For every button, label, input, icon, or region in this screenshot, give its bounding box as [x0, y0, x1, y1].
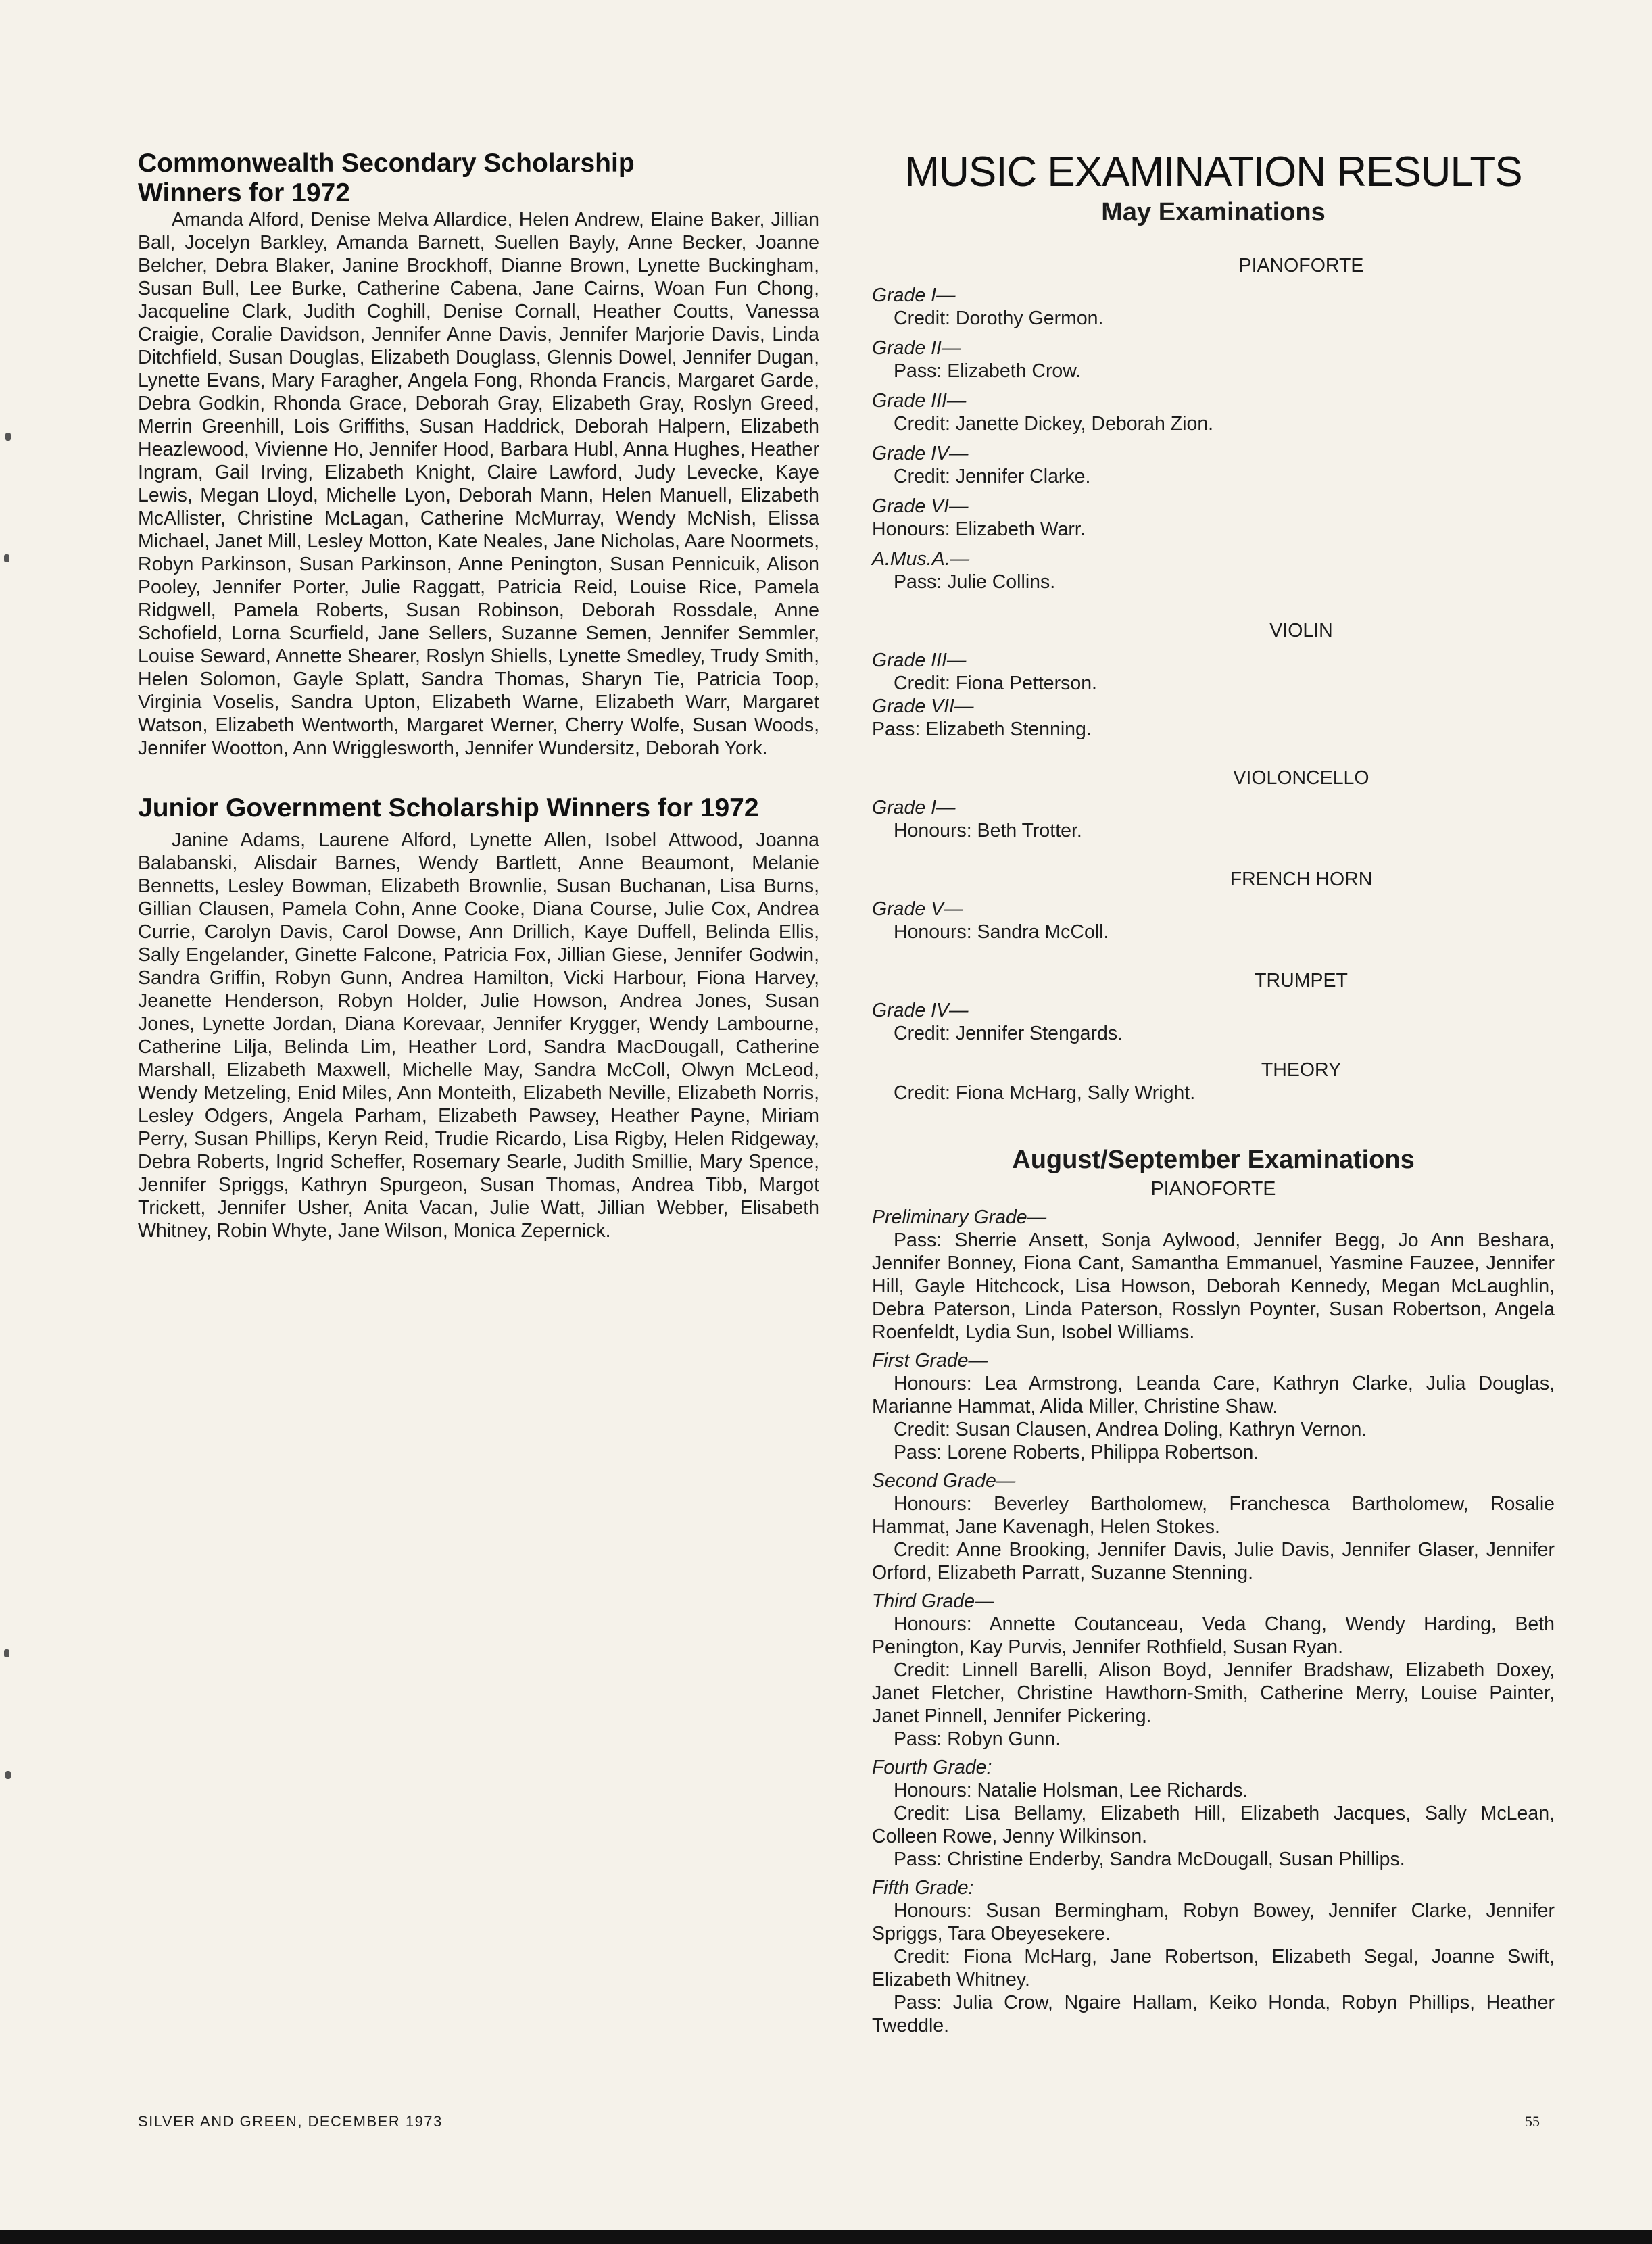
trumpet-grade: Grade IV— — [872, 1000, 969, 1021]
margin-mark — [4, 554, 9, 562]
commonwealth-title-line2: Winners for 1972 — [138, 178, 350, 208]
aug-grade-line: Honours: Lea Armstrong, Leanda Care, Kathryn Clarke, Julia Douglas, Marianne Hammat, Alida Miller, Christine Shaw. — [872, 1373, 1555, 1417]
trumpet-heading: TRUMPET — [1255, 970, 1348, 992]
aug-grade-line: Pass: Sherrie Ansett, Sonja Aylwood, Jennifer Begg, Jo Ann Beshara, Jennifer Bonney, Fiona Cant, Samantha Emmanuel, Yasmine Fauzee, Jennifer Hill, Gayle Hitchcock, Lisa Howson, Deborah Kennedy, Megan McLaughlin, Debra Paterson, Linda Paterson, Rosslyn Poynter, Susan Robertson, Angela Roenfeldt, Lydia Sun, Isobel Williams. — [872, 1229, 1555, 1343]
aug-grade-line: Credit: Fiona McHarg, Jane Robertson, Elizabeth Segal, Joanne Swift, Elizabeth Whitney. — [872, 1946, 1555, 1991]
aug-grade-heading: Second Grade— — [872, 1470, 1016, 1492]
left-column — [138, 149, 819, 1242]
aug-grade-line: Credit: Lisa Bellamy, Elizabeth Hill, Elizabeth Jacques, Sally McLean, Colleen Rowe, Jenny Wilkinson. — [872, 1803, 1555, 1847]
aug-grade-heading: Third Grade— — [872, 1590, 994, 1612]
violin-grade-3: Grade III— — [872, 650, 967, 671]
theory-result: Credit: Fiona McHarg, Sally Wright. — [894, 1082, 1196, 1104]
commonwealth-title-line1: Commonwealth Secondary Scholarship — [138, 149, 635, 178]
commonwealth-title — [138, 149, 819, 208]
theory-heading: THEORY — [1261, 1059, 1342, 1081]
aug-grade-line: Credit: Anne Brooking, Jennifer Davis, Julie Davis, Jennifer Glaser, Jennifer Orford, Elizabeth Parratt, Suzanne Stenning. — [872, 1539, 1555, 1584]
aug-grade-line: Pass: Lorene Roberts, Philippa Robertson. — [894, 1442, 1259, 1463]
may-piano-result: Credit: Dorothy Germon. — [894, 308, 1104, 329]
junior-title: Junior Government Scholarship Winners for 1972 — [138, 794, 759, 823]
may-piano-result: Pass: Elizabeth Crow. — [894, 360, 1082, 382]
footer-publication: SILVER AND GREEN, DECEMBER 1973 — [138, 2113, 443, 2130]
may-piano-result: Honours: Elizabeth Warr. — [872, 518, 1086, 540]
may-piano-grade: Grade VI— — [872, 495, 969, 517]
violin-grade-7: Grade VII— — [872, 696, 974, 717]
aug-grade-heading: First Grade— — [872, 1350, 988, 1371]
margin-mark — [4, 1649, 9, 1657]
page-number: 55 — [1525, 2113, 1540, 2130]
aug-grade-line: Pass: Julia Crow, Ngaire Hallam, Keiko Honda, Robyn Phillips, Heather Tweddle. — [872, 1992, 1555, 2036]
trumpet-result: Credit: Jennifer Stengards. — [894, 1023, 1123, 1044]
may-piano-grade: A.Mus.A.— — [872, 548, 970, 570]
aug-grade-heading: Preliminary Grade— — [872, 1206, 1047, 1228]
aug-grade-line: Honours: Annette Coutanceau, Veda Chang, Wendy Harding, Beth Penington, Kay Purvis, Jennifer Rothfield, Susan Ryan. — [872, 1613, 1555, 1658]
aug-grade-heading: Fifth Grade: — [872, 1877, 974, 1899]
aug-title: August/September Examinations — [1012, 1146, 1415, 1174]
aug-grade-line: Honours: Natalie Holsman, Lee Richards. — [894, 1780, 1248, 1801]
may-piano-grade: Grade II— — [872, 337, 961, 359]
violin-heading: VIOLIN — [1269, 620, 1333, 641]
junior-names: Janine Adams, Laurene Alford, Lynette Allen, Isobel Attwood, Joanna Balabanski, Alisdair Barnes, Wendy Bartlett, Anne Beaumont, Melanie Bennetts, Lesley Bowman, Elizabeth Brownlie, Susan Buchanan, Lisa Burns, Gillian Clausen, Pamela Cohn, Anne Cooke, Diana Course, Julie Cox, Andrea Currie, Carolyn Davis, Carol Dowse, Ann Drillich, Kaye Duffell, Belinda Ellis, Sally Engelander, Ginette Falcone, Patricia Fox, Jillian Giese, Jennifer Godwin, Sandra Griffin, Robyn Gunn, Andrea Hamilton, Vicki Harbour, Fiona Harvey, Jeanette Henderson, Robyn Holder, Julie Howson, Andrea Jones, Susan Jones, Lynette Jordan, Diana Korevaar, Jennifer Krygger, Wendy Lambourne, Catherine Lilja, Belinda Lim, Heather Lord, Sandra MacDougall, Catherine Marshall, Elizabeth Maxwell, Michelle May, Sandra McColl, Olwyn McLeod, Wendy Metzeling, Enid Miles, Ann Monteith, Elizabeth Neville, Elizabeth Norris, Lesley Odgers, Angela Parham, Elizabeth Pawsey, Heather Payne, Miriam Perry, Susan Phillips, Keryn Reid, Trudie Ricardo, Lisa Rigby, Helen Ridgeway, Debra Roberts, Ingrid Scheffer, Rosemary Searle, Judith Smillie, Mary Spence, Jennifer Spriggs, Kathryn Spurgeon, Susan Thomas, Andrea Tibb, Margot Trickett, Jennifer Usher, Anita Vacan, Julie Watt, Jillian Webber, Elisabeth Whitney, Robin Whyte, Jane Wilson, Monica Zepernick. — [138, 829, 819, 1242]
pianoforte-heading: PIANOFORTE — [1238, 255, 1364, 276]
aug-grade-line: Pass: Robyn Gunn. — [894, 1728, 1061, 1750]
may-piano-result: Credit: Jennifer Clarke. — [894, 466, 1091, 487]
aug-grade-line: Honours: Susan Bermingham, Robyn Bowey, Jennifer Clarke, Jennifer Spriggs, Tara Obeyesekere. — [872, 1900, 1555, 1945]
music-title: MUSIC EXAMINATION RESULTS — [904, 149, 1522, 195]
aug-grade-line: Credit: Linnell Barelli, Alison Boyd, Jennifer Bradshaw, Elizabeth Doxey, Janet Fletcher, Christine Hawthorn-Smith, Catherine Merry, Louise Painter, Janet Pinnell, Jennifer Pickering. — [872, 1659, 1555, 1727]
aug-grade-heading: Fourth Grade: — [872, 1757, 992, 1778]
may-piano-grade: Grade IV— — [872, 443, 969, 464]
cello-result: Honours: Beth Trotter. — [894, 820, 1082, 842]
aug-pianoforte-heading: PIANOFORTE — [1150, 1178, 1276, 1200]
may-title: May Examinations — [1101, 198, 1326, 226]
aug-grade-line: Pass: Christine Enderby, Sandra McDougall, Susan Phillips. — [894, 1849, 1405, 1870]
may-piano-grade: Grade I— — [872, 285, 956, 306]
right-column — [872, 149, 1555, 2037]
violin-grade-7-result: Pass: Elizabeth Stenning. — [872, 718, 1092, 740]
french-horn-heading: FRENCH HORN — [1230, 869, 1373, 890]
violoncello-heading: VIOLONCELLO — [1233, 767, 1369, 789]
aug-grades-list — [872, 1206, 1555, 2037]
may-piano-list — [872, 284, 1555, 593]
commonwealth-names: Amanda Alford, Denise Melva Allardice, Helen Andrew, Elaine Baker, Jillian Ball, Jocelyn Barkley, Amanda Barnett, Suellen Bayly, Anne Becker, Joanne Belcher, Debra Blaker, Janine Brockhoff, Dianne Brown, Lynette Buckingham, Susan Bull, Lee Burke, Catherine Cabena, Jane Cairns, Woan Fun Chong, Jacqueline Clark, Judith Coghill, Denise Cornall, Heather Coutts, Vanessa Craigie, Coralie Davidson, Jennifer Anne Davis, Jennifer Marjorie Davis, Linda Ditchfield, Susan Douglas, Elizabeth Douglass, Glennis Dowel, Jennifer Dugan, Lynette Evans, Mary Faragher, Angela Fong, Rhonda Francis, Margaret Garde, Debra Godkin, Rhonda Grace, Deborah Gray, Elizabeth Gray, Roslyn Greed, Merrin Greenhill, Lois Griffiths, Susan Haddrick, Deborah Halpern, Elizabeth Heazlewood, Vivienne Ho, Jennifer Hood, Barbara Hubl, Anna Hughes, Heather Ingram, Gail Irving, Elizabeth Knight, Claire Lawford, Judy Levecke, Kaye Lewis, Megan Lloyd, Michelle Lyon, Deborah Mann, Helen Manuell, Elizabeth McAllister, Christine McLagan, Catherine McMurray, Wendy McNish, Elissa Michael, Janet Mill, Lesley Motton, Kate Neales, Jane Nicholas, Aare Noormets, Robyn Parkinson, Susan Parkinson, Anne Penington, Susan Pennicuik, Alison Pooley, Jennifer Porter, Julie Raggatt, Patricia Reid, Louise Rice, Pamela Ridgwell, Pamela Roberts, Susan Robinson, Deborah Rossdale, Anne Schofield, Lorna Scurfield, Jane Sellers, Suzanne Semen, Jennifer Semmler, Louise Seward, Annette Shearer, Roslyn Shiells, Lynette Smedley, Trudy Smith, Helen Solomon, Gayle Splatt, Sandra Thomas, Sharyn Tie, Patricia Toop, Virginia Voselis, Sandra Upton, Elizabeth Warne, Elizabeth Warr, Margaret Watson, Elizabeth Wentworth, Margaret Werner, Cherry Wolfe, Susan Woods, Jennifer Wootton, Ann Wrigglesworth, Jennifer Wundersitz, Deborah York. — [138, 209, 819, 759]
horn-grade: Grade V— — [872, 898, 963, 920]
may-piano-result: Pass: Julie Collins. — [894, 571, 1056, 593]
margin-mark — [5, 1771, 11, 1779]
horn-result: Honours: Sandra McColl. — [894, 921, 1109, 943]
cello-grade: Grade I— — [872, 797, 956, 819]
violin-grade-3-result: Credit: Fiona Petterson. — [894, 673, 1097, 694]
bottom-edge — [0, 2230, 1652, 2244]
may-piano-grade: Grade III— — [872, 390, 967, 412]
aug-grade-line: Credit: Susan Clausen, Andrea Doling, Kathryn Vernon. — [894, 1419, 1367, 1440]
margin-mark — [5, 433, 11, 441]
aug-grade-line: Honours: Beverley Bartholomew, Franchesca Bartholomew, Rosalie Hammat, Jane Kavenagh, Helen Stokes. — [872, 1493, 1555, 1538]
may-piano-result: Credit: Janette Dickey, Deborah Zion. — [894, 413, 1214, 435]
